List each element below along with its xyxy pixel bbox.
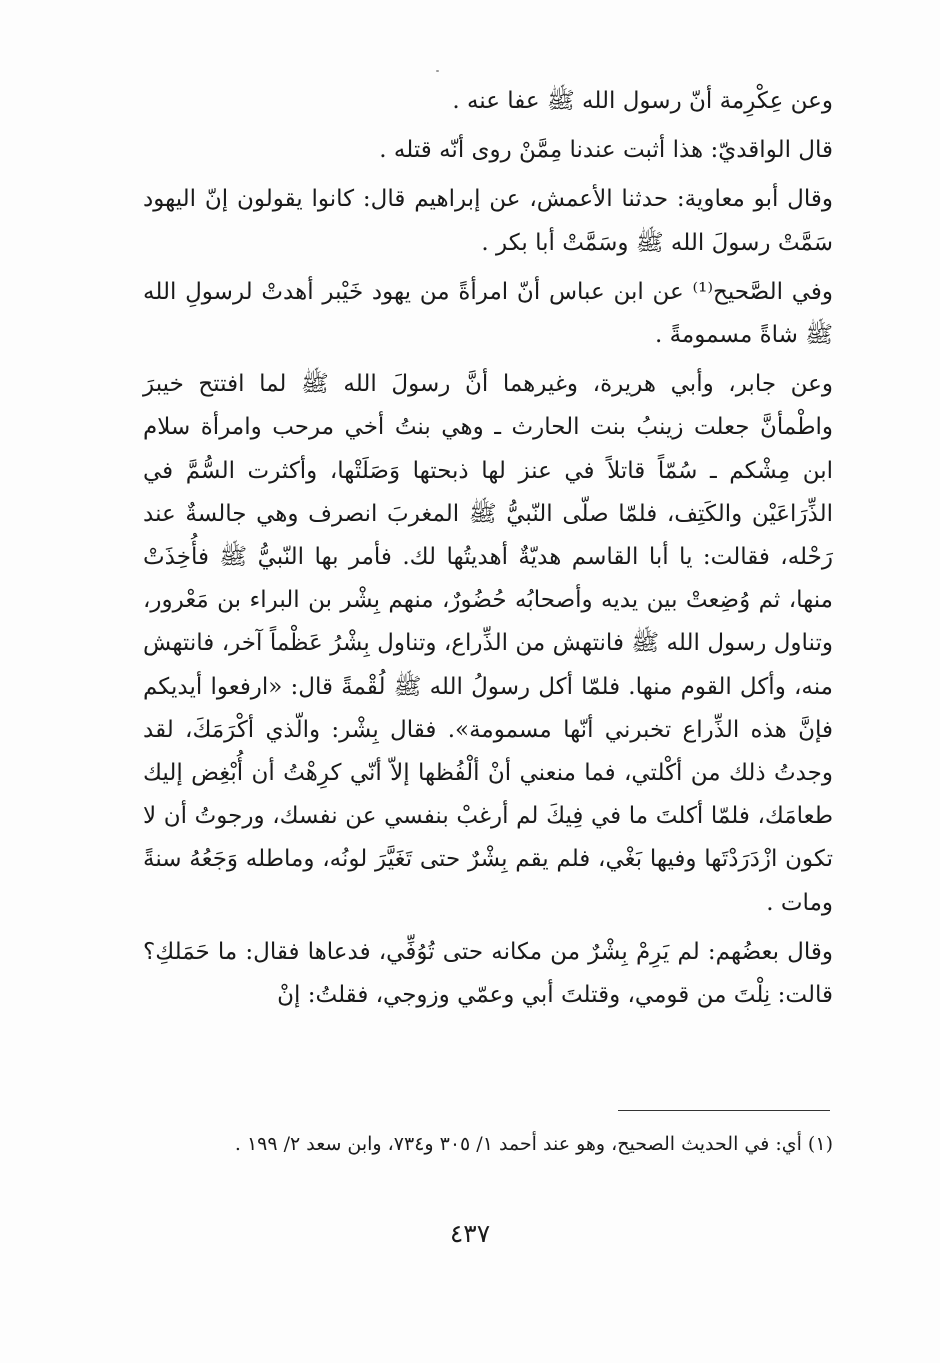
paragraph-jabir: وعن جابر، وأبي هريرة، وغيرهما أنَّ رسولَ الله ﷺ لما افتتح خيبرَ واطْمأنَّ جعلت زينبُ بنت الحارث ـ وهي بنتُ أخي مرحب وامرأة سلام ابن مِشْكم ـ سُمّاً قاتلاً في عنز لها ذبحتها وَصَلَتْها، وأكثرت السُّمَّ في الذِّرَاعَيْن والكَتِف، فلمّا صلّى النّبيُّ ﷺ المغربَ انصرف وهي جالسةٌ عند رَحْله، فقالت: يا أبا القاسم هديّةٌ أهديتُها لك. فأمر بها النّبيُّ ﷺ فأُخِذَتْ منها، ثم وُضِعتْ بين يديه وأصحابُه حُضُورٌ، منهم بِشْر بن البراء بن مَعْرور، وتناول رسول الله ﷺ فانتهش من الذِّراع، وتناول بِشْرُ عَظْماً آخر، فانتهش منه، وأكل القوم منها. فلمّا أكل رسولُ الله ﷺ لُقْمةً قال: «ارفعوا أيديكم فإنَّ هذه الذِّراع تخبرني أنّها مسمومة». فقال بِشْر: والّذي أكْرَمَكَ، لقد وجدتُ ذلك من أكْلتي، فما منعني أنْ ألْفُظها إلاّ أنّي كرِهْتُ أن أُبْغِض إليك طعامَك، فلمّا أكلتَ ما في فِيكَ لم أرغبْ بنفسي عن نفسك، ورجوتُ أن لا تكون ازْدَرَدْتَها وفيها بَغْي، فلم يقم بِشْرٌ حتى تَغَيَّرَ لونُه، وماطله وَجَعُهُ سنةً ومات . [143,371,833,916]
main-text [143,80,833,1017]
page-number: ٤٣٧ [449,1219,491,1248]
footnote: (١) أي: في الحديث الصحيح، وهو عند أحمد ١/ ٣٠٥ و٧٣٤، وابن سعد ٢/ ١٩٩ . [234,1133,833,1155]
paragraph-sahih: وفي الصَّحيح⁽¹⁾ عن ابن عباس أنّ امرأةً من يهود خَيْبر أهدتْ لرسولِ الله ﷺ شاةً مسمومةً . [143,278,833,349]
footnote-separator [618,1110,830,1111]
paragraph-waqidi: قال الواقديّ: هذا أثبت عندنا مِمَّنْ روى أنّه قتله . [379,137,833,164]
paragraph-bishr: وقال بعضُهم: لم يَرِمْ بِشْرٌ من مكانه حتى تُوُفِّي، فدعاها فقال: ما حَمَلكِ؟ قالت: نِلْتَ من قومي، وقتلتَ أبي وعمّي وزوجي، فقلتُ: إنْ [143,938,833,1009]
paragraph-ikrima: وعن عِكْرِمة أنّ رسول الله ﷺ عفا عنه . [452,88,833,114]
paragraph-abu-muawiya: وقال أبو معاوية: حدثنا الأعمش، عن إبراهيم قال: كانوا يقولون إنّ اليهود سَمَّتْ رسولَ الله ﷺ وسَمَّتْ أبا بكر . [143,186,833,256]
scan-speck [436,70,439,72]
